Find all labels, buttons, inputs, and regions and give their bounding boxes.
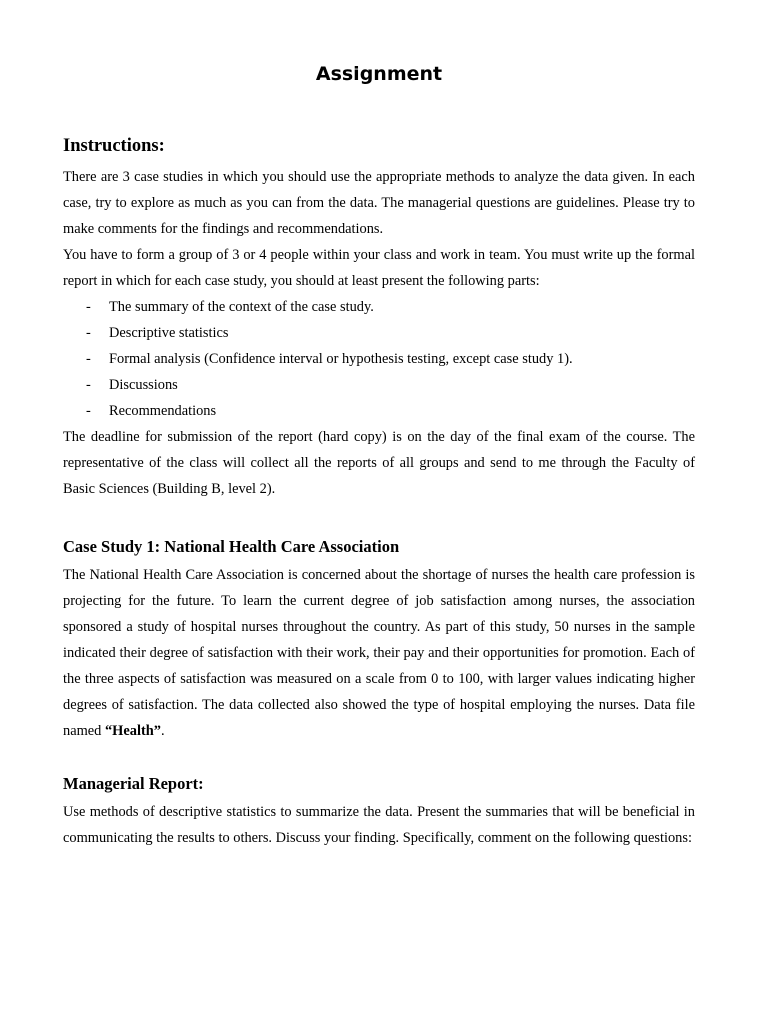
list-item	[63, 372, 695, 398]
dash-bullet: -	[86, 377, 91, 393]
list-item	[63, 346, 695, 372]
case-study-1-text-end: .	[160, 723, 165, 739]
list-item-text: Formal analysis (Confidence interval or hypothesis testing, except case study 1).	[109, 351, 573, 367]
report-parts-list	[63, 294, 695, 424]
managerial-report-section	[63, 771, 695, 851]
page-title: Assignment	[315, 63, 443, 85]
list-item-text: The summary of the context of the case study.	[109, 299, 374, 315]
instructions-paragraph-1: There are 3 case studies in which you should use the appropriate methods to analyze the data given. In each case, try to explore as much as you can from the data. The managerial questions are guidelines. Please try to make comments for the findings and recommendations.	[63, 169, 695, 237]
case-study-1-body	[63, 562, 695, 744]
dash-bullet: -	[86, 325, 91, 341]
data-file-name: “Health”	[104, 723, 161, 739]
case-study-1-section	[63, 534, 695, 744]
case-study-1-text: The National Health Care Association is concerned about the shortage of nurses the health care profession is projecting for the future. To learn the current degree of job satisfaction among nurses, the association sponsored a study of hospital nurses throughout the country. As part of this study, 50 nurses in the sample indicated their degree of satisfaction with their work, their pay and their opportunities for promotion. Each of the three aspects of satisfaction was measured on a scale from 0 to 100, with larger values indicating higher degrees of satisfaction. The data collected also showed the type of hospital employing the nurses. Data file named	[63, 567, 695, 739]
list-item	[63, 320, 695, 346]
list-item	[63, 398, 695, 424]
list-item-text: Recommendations	[109, 403, 217, 419]
managerial-report-heading: Managerial Report:	[63, 774, 204, 793]
list-item-text: Descriptive statistics	[109, 325, 229, 341]
dash-bullet: -	[86, 403, 91, 419]
managerial-report-body: Use methods of descriptive statistics to summarize the data. Present the summaries that will be beneficial in communicating the results to others. Discuss your finding. Specifically, comment on the following questions:	[63, 804, 695, 846]
instructions-paragraph-3: The deadline for submission of the report (hard copy) is on the day of the final exam of the course. The representative of the class will collect all the reports of all groups and send to me through the Faculty of Basic Sciences (Building B, level 2).	[63, 429, 695, 497]
dash-bullet: -	[86, 299, 91, 315]
instructions-paragraph-2: You have to form a group of 3 or 4 people within your class and work in team. You must write up the formal report in which for each case study, you should at least present the following parts:	[63, 247, 695, 289]
instructions-heading: Instructions:	[63, 136, 165, 156]
dash-bullet: -	[86, 351, 91, 367]
instructions-section	[63, 164, 695, 502]
list-item-text: Discussions	[109, 377, 178, 393]
list-item	[63, 294, 695, 320]
case-study-1-heading: Case Study 1: National Health Care Association	[63, 537, 400, 556]
